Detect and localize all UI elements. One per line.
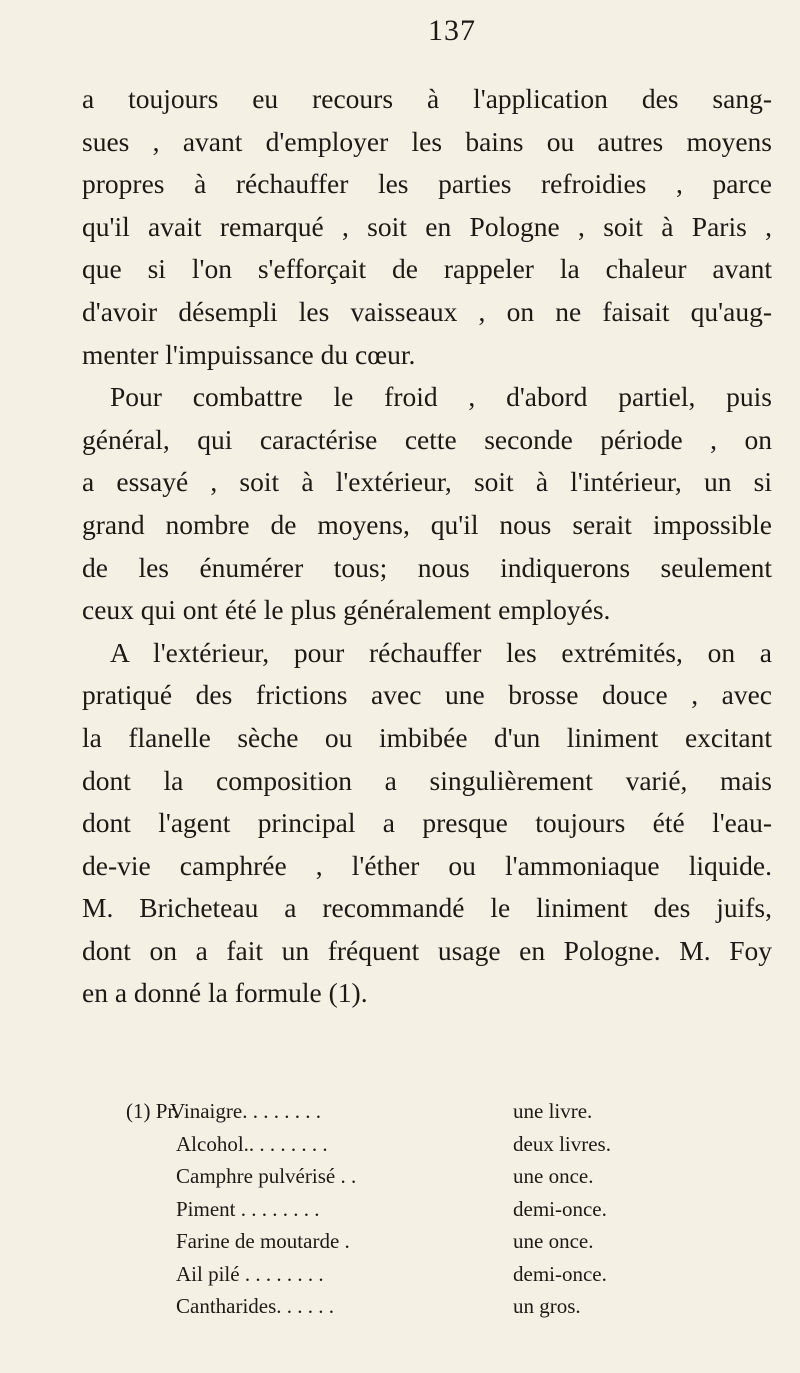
text-line: ceux qui ont été le plus généralement employés. bbox=[82, 594, 611, 626]
ingredient-quantity: une livre. bbox=[513, 1099, 593, 1123]
text-line: grand nombre de moyens, qu'il nous serait impossible bbox=[82, 508, 772, 540]
text-line: propres à réchauffer les parties refroidies , parce bbox=[82, 168, 772, 200]
footnote-row bbox=[0, 1197, 800, 1229]
footnote-row bbox=[0, 1132, 800, 1164]
footnote-row bbox=[0, 1229, 800, 1261]
text-line: dont on a fait un fréquent usage en Pologne. M. Foy bbox=[82, 934, 772, 966]
ingredient-quantity: demi-once. bbox=[513, 1196, 607, 1221]
ingredient-name: Vinaigre. . . . . . . . bbox=[170, 1099, 321, 1123]
ingredient-name: Cantharides. . . . . . bbox=[176, 1294, 335, 1318]
text-line: la flanelle sèche ou imbibée d'un liniment excitant bbox=[82, 721, 772, 753]
text-line: en a donné la formule (1). bbox=[82, 977, 368, 1009]
text-line: A l'extérieur, pour réchauffer les extrémités, on a bbox=[110, 636, 772, 668]
ingredient-quantity: deux livres. bbox=[513, 1131, 611, 1156]
footnote-row bbox=[0, 1294, 800, 1326]
ingredient-name: Alcohol.. . . . . . . . bbox=[176, 1131, 328, 1156]
text-line: a essayé , soit à l'extérieur, soit à l'intérieur, un si bbox=[82, 466, 772, 498]
footnote-row bbox=[0, 1164, 800, 1196]
ingredient-name: Farine de moutarde . bbox=[176, 1229, 350, 1253]
footnote-marker: (1) Pr. bbox=[126, 1099, 179, 1123]
ingredient-name: Piment . . . . . . . . bbox=[176, 1196, 320, 1221]
text-line: M. Bricheteau a recommandé le liniment des juifs, bbox=[82, 892, 772, 924]
text-line: dont la composition a singulièrement varié, mais bbox=[82, 764, 772, 796]
body-text bbox=[82, 78, 772, 1015]
ingredient-quantity: une once. bbox=[513, 1164, 594, 1188]
ingredient-name: Camphre pulvérisé . . bbox=[176, 1164, 357, 1188]
footnote-row bbox=[0, 1099, 800, 1131]
text-line: sues , avant d'employer les bains ou autres moyens bbox=[82, 125, 772, 157]
ingredient-quantity: une once. bbox=[513, 1229, 594, 1253]
text-line: a toujours eu recours à l'application des sang- bbox=[82, 83, 772, 114]
text-line: qu'il avait remarqué , soit en Pologne , soit à Paris , bbox=[82, 210, 772, 242]
text-line: de-vie camphrée , l'éther ou l'ammoniaque liquide. bbox=[82, 849, 772, 881]
text-line: que si l'on s'efforçait de rappeler la chaleur avant bbox=[82, 253, 772, 285]
footnote-row bbox=[0, 1262, 800, 1294]
ingredient-quantity: demi-once. bbox=[513, 1261, 607, 1286]
ingredient-name: Ail pilé . . . . . . . . bbox=[176, 1261, 324, 1286]
text-line: Pour combattre le froid , d'abord partiel, puis bbox=[110, 381, 772, 413]
text-line: menter l'impuissance du cœur. bbox=[82, 338, 416, 370]
text-line: général, qui caractérise cette seconde période , on bbox=[82, 423, 772, 455]
ingredient-quantity: un gros. bbox=[513, 1294, 581, 1318]
text-line: de les énumérer tous; nous indiquerons seulement bbox=[82, 551, 772, 583]
text-line: pratiqué des frictions avec une brosse douce , avec bbox=[82, 679, 772, 711]
page-number: 137 bbox=[428, 14, 476, 47]
text-line: d'avoir désempli les vaisseaux , on ne faisait qu'aug- bbox=[82, 295, 772, 327]
text-line: dont l'agent principal a presque toujours été l'eau- bbox=[82, 807, 772, 839]
